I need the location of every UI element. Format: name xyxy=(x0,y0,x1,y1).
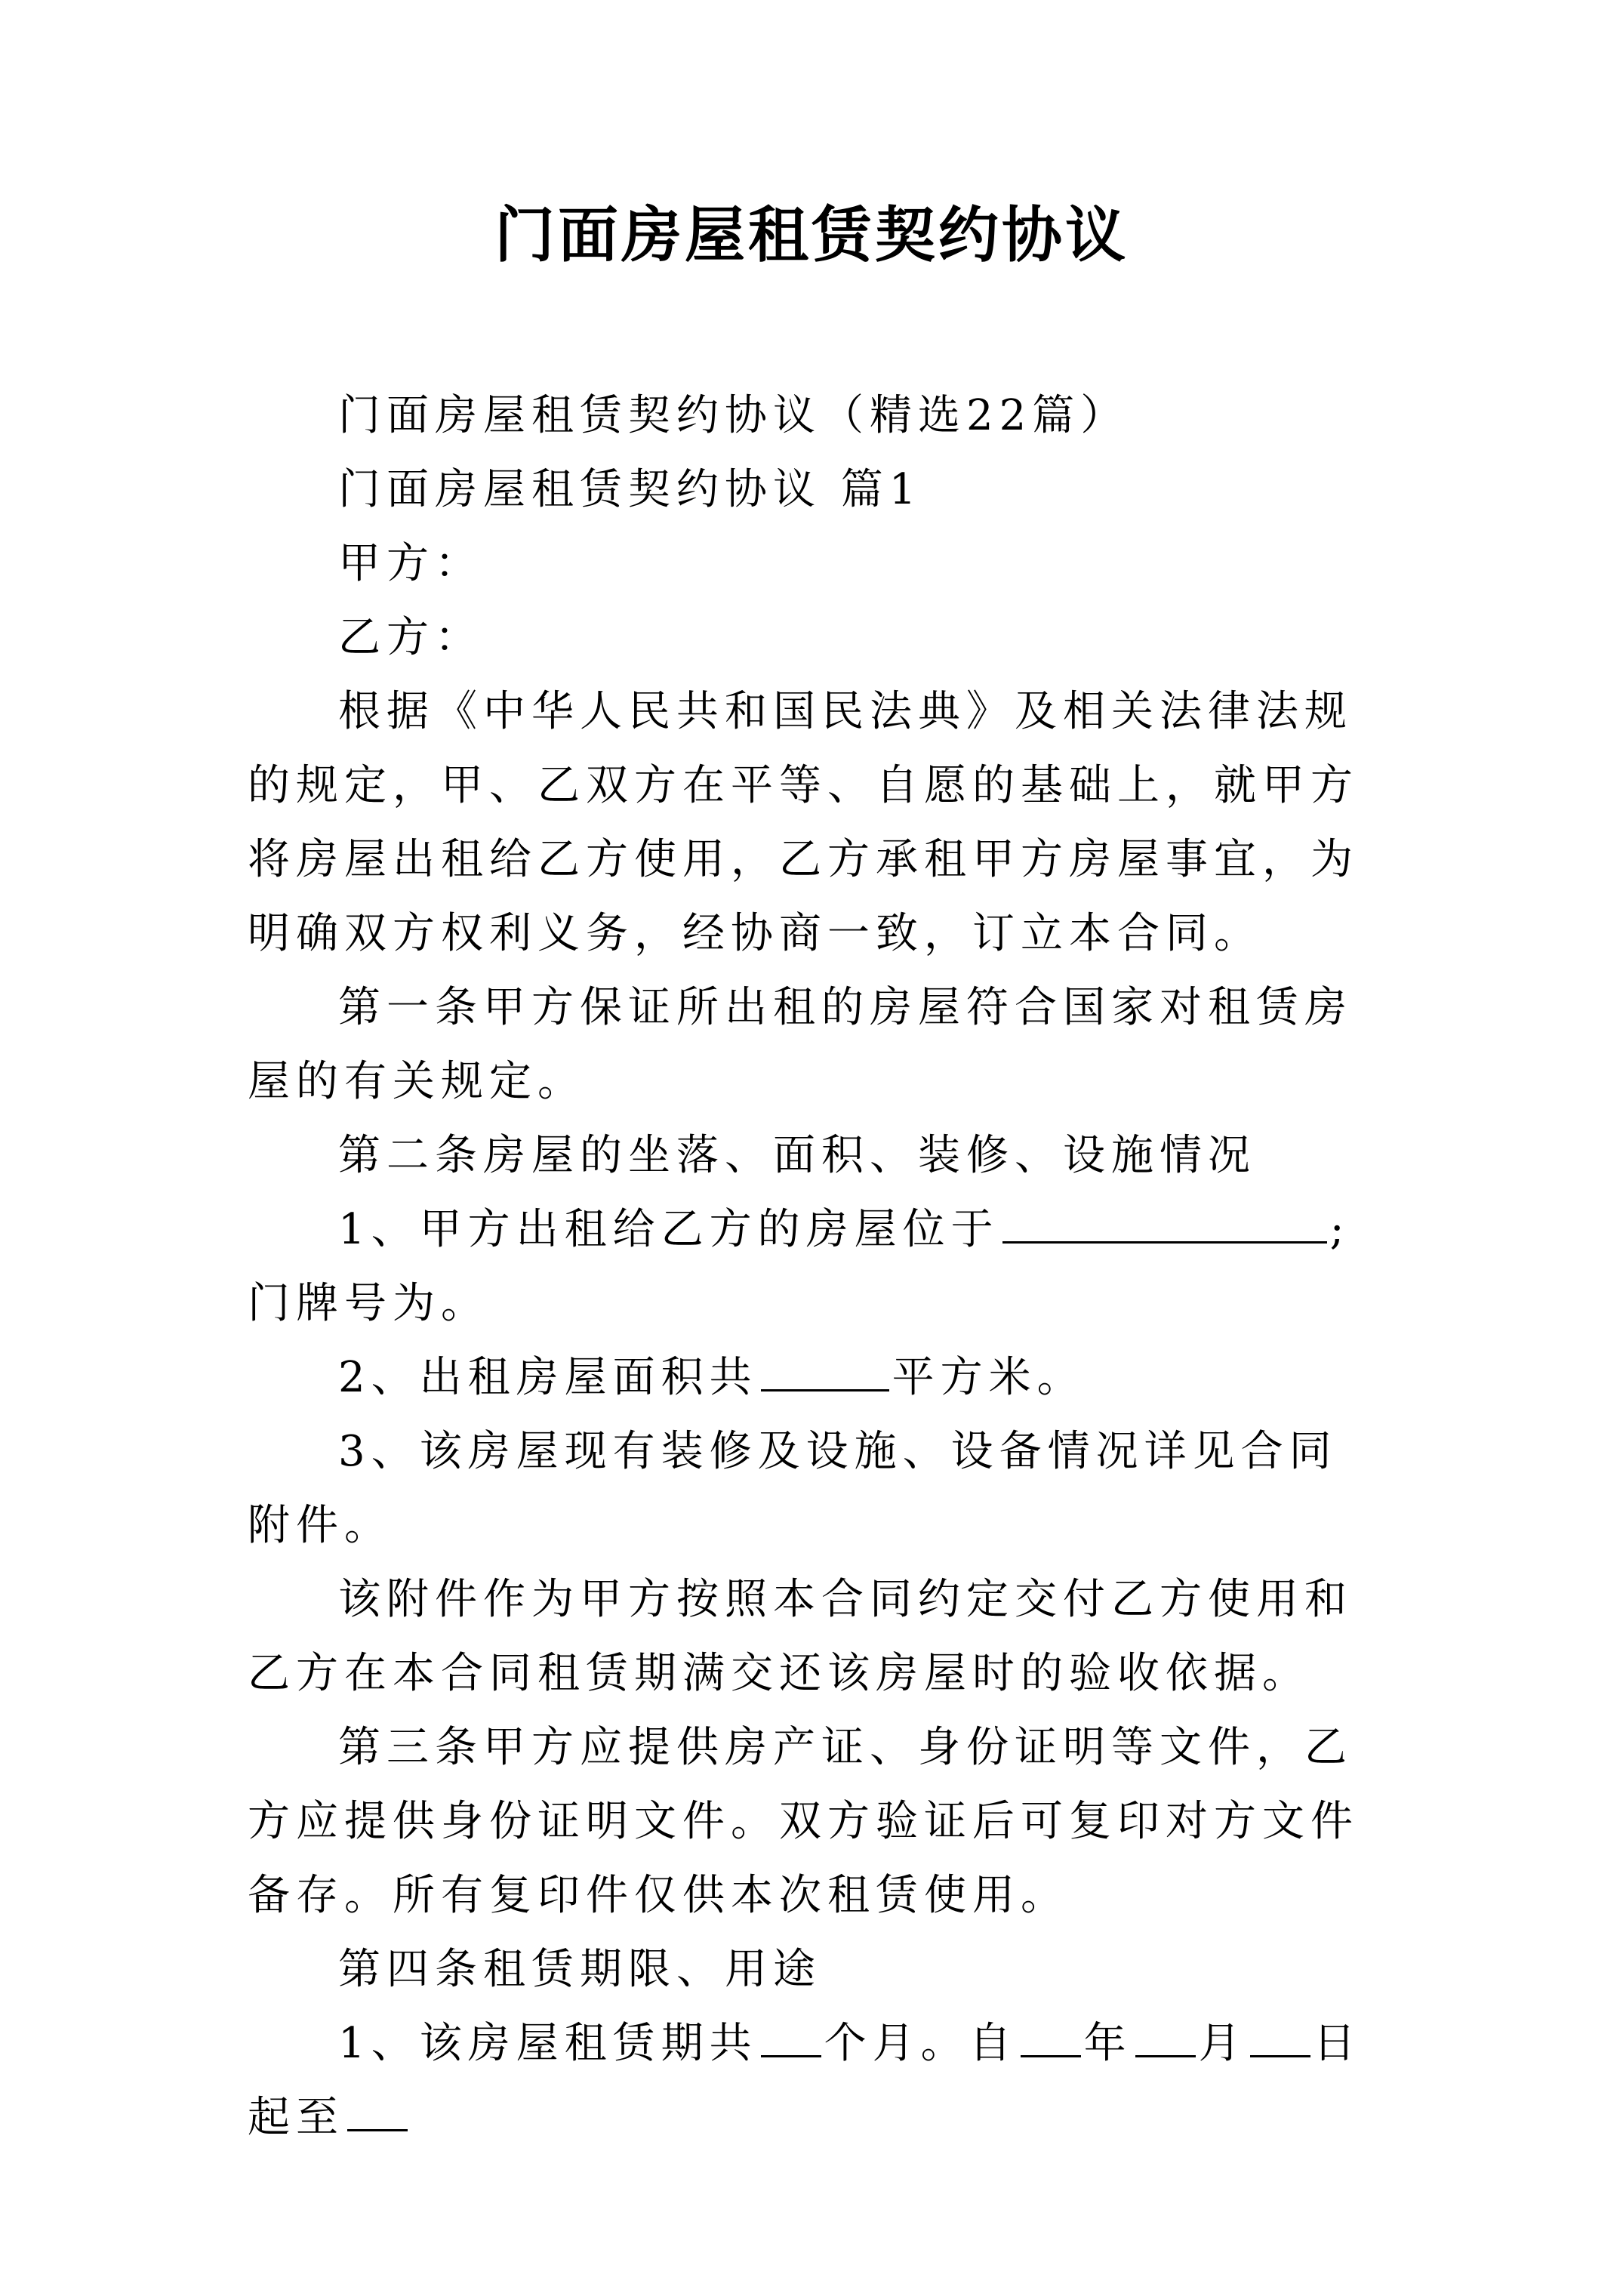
item-2-text: 2、出租房屋面积共 xyxy=(338,1353,758,1402)
lease-text-1: 1、该房屋租赁期共 xyxy=(338,2019,758,2068)
article-2-item-1 xyxy=(248,1193,1380,1341)
start-month-blank xyxy=(1135,2010,1196,2057)
start-day-blank xyxy=(1250,2010,1310,2057)
end-date-blank xyxy=(347,2084,408,2131)
article-4-item-1 xyxy=(248,2007,1380,2155)
party-b-label: 乙方： xyxy=(338,613,483,662)
annex-note: 该附件作为甲方按照本合同约定交付乙方使用和乙方在本合同租赁期满交还该房屋时的验收依据。 xyxy=(248,1575,1353,1698)
article-1: 第一条甲方保证所出租的房屋符合国家对租赁房屋的有关规定。 xyxy=(248,983,1353,1106)
lease-text-3: 年 xyxy=(1083,2019,1132,2068)
lease-text-5: 日起至 xyxy=(248,2019,1362,2142)
article-2-item-2 xyxy=(248,1341,1380,1415)
months-blank xyxy=(761,2010,821,2057)
article-2-item-3: 3、该房屋现有装修及设施、设备情况详见合同附件。 xyxy=(248,1427,1338,1550)
document-body xyxy=(248,379,1380,2155)
article-2-heading: 第二条房屋的坐落、面积、装修、设施情况 xyxy=(338,1131,1256,1180)
lease-text-4: 月 xyxy=(1198,2019,1247,2068)
location-blank xyxy=(1002,1196,1327,1244)
document-title: 门面房屋租赁契约协议 xyxy=(494,200,1129,270)
intro-paragraph: 根据《中华人民共和国民法典》及相关法律法规的规定，甲、乙双方在平等、自愿的基础上，就甲方将房屋出租给乙方使用，乙方承租甲方房屋事宜，为明确双方权利义务，经协商一致，订立本合同。 xyxy=(248,687,1359,958)
subtitle: 门面房屋租赁契约协议（精选22篇） xyxy=(338,391,1129,440)
start-year-blank xyxy=(1021,2010,1081,2057)
item-1-tail: ;门牌号为。 xyxy=(248,1205,1350,1328)
article-4-heading: 第四条租赁期限、用途 xyxy=(338,1945,821,1994)
section-heading: 门面房屋租赁契约协议 篇1 xyxy=(338,465,922,514)
item-2-tail: 平方米。 xyxy=(892,1353,1086,1402)
party-a-label: 甲方： xyxy=(338,539,483,588)
item-1-text: 1、甲方出租给乙方的房屋位于 xyxy=(338,1205,999,1254)
area-blank xyxy=(761,1344,889,1391)
article-3: 第三条甲方应提供房产证、身份证明等文件，乙方应提供身份证明文件。双方验证后可复印对方文件备存。所有复印件仅供本次租赁使用。 xyxy=(248,1723,1359,1920)
lease-text-2: 个月。自 xyxy=(824,2019,1018,2068)
